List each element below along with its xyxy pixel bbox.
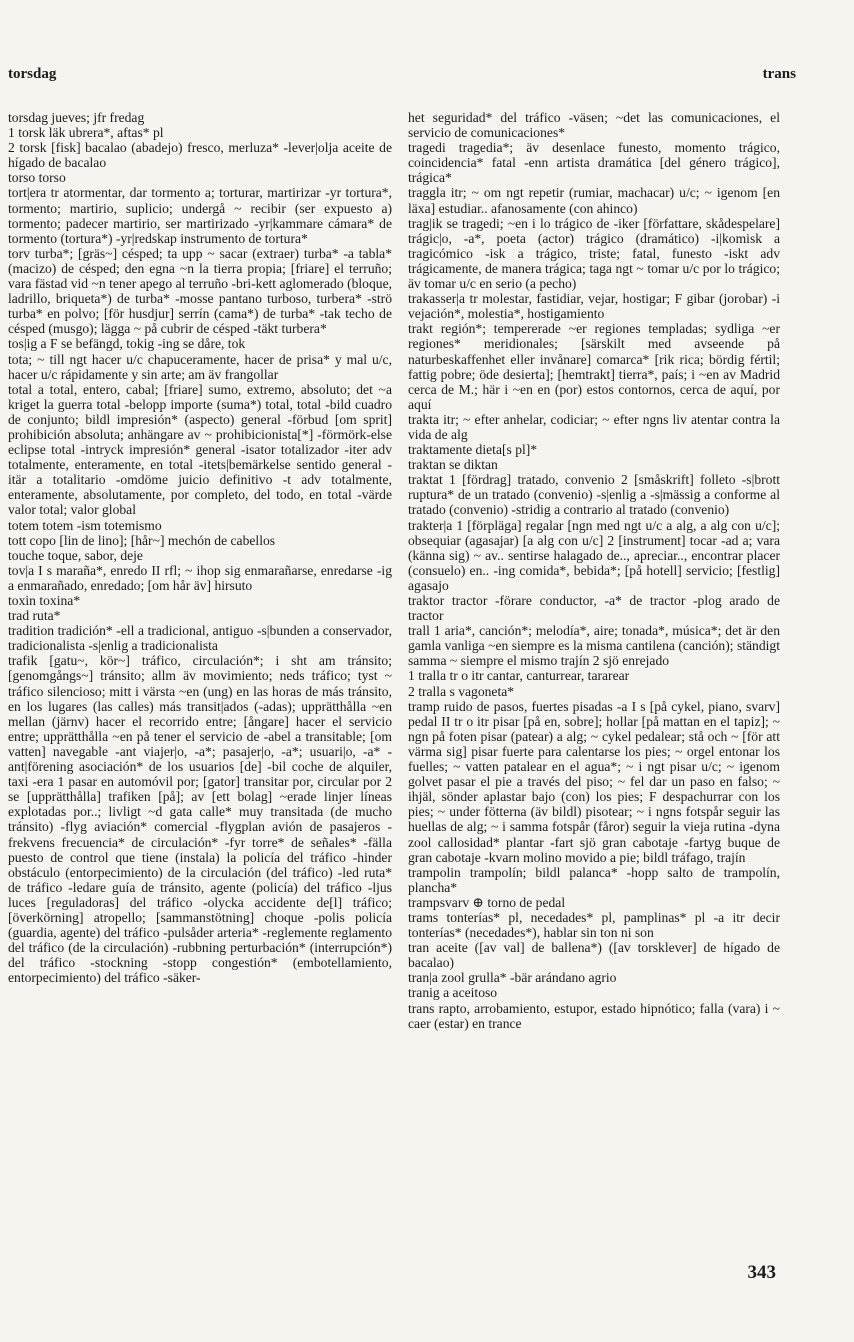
entry-trams: trams tonterías* pl, necedades* pl, pamplinas* pl -a itr decir tonterías* (necedades*), hablar sin ton ni son [408, 909, 780, 941]
entry-1-torsk: 1 torsk läk ubrera*, aftas* pl [8, 125, 164, 141]
entry-trakt: trakt región*; tempererade ~er regiones templadas; sydliga ~er regiones* meridionales; [särskilt med avseende på naturbeskaffenhet eller invånare] comarca* [rik rica; bördig fértil; fattig pobre; öde desierta]; [hemtrakt] tierra*, país; i ~en av Madrid cerca de M.; här i ~en en (por) estos contornos, cerca de aquí, por aquí [408, 321, 780, 412]
entry-tramp: tramp ruido de pasos, fuertes pisadas -a I s [på cykel, piano, svarv] pedal II tr o itr pisar [på en, sobre]; hollar [på mattan en el tapiz]; ~ ngn på foten pisar (patear) a alg; ~ cykel pedalear; stå och ~ [för att värma sig] pisar fuerte para calentarse los pies; ~ orgel entonar los fuelles; ~ vatten patalear en el agua*; ~ i ngt pisar u/c; ~ igenom golvet pasar el pie a través del piso; ~ fel dar un paso en falso; ~ ihjäl, sönder aplastar bajo (con) los pies; F despachurrar con los pies; ~ under fötterna (äv bildl) pisotear; ~ i ngns fotspår seguir las huellas de alg; ~ i samma fotspår (fåror) seguir la vieja rutina -dyna zool callosidad* plantar -fart sjö gran cabotaje -fartyg buque de gran cabotaje -kvarn molino movido a pie; bildl tráfago, trajín [408, 698, 780, 865]
entry-torv: torv turba*; [gräs~] césped; ta upp ~ sacar (extraer) turba* -a tabla* (macizo) de césped; den egna ~n la tierra propia; [friare] el terruño; vara fästad vid ~n tener apego al terruño -bri-kett aglomerado (bloque, ladrillo, briqueta*) de turba* -mosse pantano turboso, turbera* -strö turba* en polvo; [för husdjur] serrín (cama*) de turba* -tak techo de césped (musgo); lägga ~ på cubrir de césped -täkt turbera* [8, 245, 392, 337]
entry-2-torsk: 2 torsk [fisk] bacalao (abadejo) fresco, merluza* -lever|olja aceite de hígado de bacalao [8, 140, 392, 171]
entry-trafiksakerhet-cont: het seguridad* del tráfico -väsen; ~det las comunicaciones, el servicio de comunicaciones* [408, 110, 780, 141]
entry-toxin: toxin toxina* [8, 593, 81, 608]
entry-2-tralla: 2 tralla s vagoneta* [408, 683, 515, 699]
entry-touche: touche toque, sabor, deje [8, 547, 143, 563]
guideword-right: trans [762, 66, 796, 82]
entry-trana: tran|a zool grulla* -bär arándano agrio [408, 970, 617, 986]
entry-tosig: tos|ig a F se befängd, tokig -ing se dåre, tok [8, 336, 246, 352]
entry-tortera: tort|era tr atormentar, dar tormento a; torturar, martirizar -yr tortura*, tormento; martirio, suplicio; undergå ~ recibir (ser expuesto a) tormento; padecer martirio, ser martirizado -yr|kammare cámara* de tormento (tortura*) -yr|redskap instrumento de tortura* [8, 185, 392, 246]
guideword-left: torsdag [8, 66, 57, 82]
entry-traggla: traggla itr; ~ om ngt repetir (rumiar, machacar) u/c; ~ igenom [en läxa] estudiar.. afanosamente (con ahinco) [408, 185, 780, 216]
entry-tova: tov|a I s maraña*, enredo II rfl; ~ ihop sig enmarañarse, enredarse -ig a enmarañado, enredado; [om hår äv] hirsuto [8, 562, 392, 593]
entry-traktat: traktat 1 [fördrag] tratado, convenio 2 [småskrift] folleto -s|brott ruptura* de un tratado (convenio) -s|enlig a -s|mässig a conforme al tratado (convenio) -stridig a contrario al tratado (convenio) [408, 472, 780, 518]
entry-tota: tota; ~ till ngt hacer u/c chapuceramente, hacer de prisa* y mal u/c, hacer u/c rápidamente y sin arte; am äv frangollar [8, 351, 392, 382]
entry-traktor: traktor tractor -förare conductor, -a* de tractor -plog arado de tractor [408, 593, 780, 624]
entry-totem: totem totem -ism totemismo [8, 517, 162, 533]
entry-tradition: tradition tradición* -ell a tradicional, antiguo -s|bunden a conservador, tradicionalista -s|enlig a tradicionalista [8, 623, 392, 654]
entry-traktera: trakter|a 1 [förpläga] regalar [ngn med ngt u/c a alg, a alg con u/c]; obsequiar (agasajar) [a alg con u/c] 2 [instrument] tocar -ad a; vara (känna sig) ~ av.. sentirse halagado de.., apreciar.., encontrar placer (consuelo) en.. -ing comida*, bebida*; [på hotell] servicio; [festlig] agasajo [408, 517, 780, 593]
entry-trampolin: trampolin trampolín; bildl palanca* -hopp salto de trampolín, plancha* [408, 864, 780, 895]
entry-trad: trad ruta* [8, 608, 61, 624]
entry-torsdag: torsdag jueves; jfr fredag [8, 110, 145, 125]
entry-tranig: tranig a aceitoso [408, 985, 498, 1001]
entry-trakassera: trakasser|a tr molestar, fastidiar, vejar, hostigar; F gibar (jorobar) -i vejación*, molestia*, hostigamiento [408, 291, 780, 322]
page-number: 343 [747, 1262, 776, 1283]
entry-trafik: trafik [gatu~, kör~] tráfico, circulación*; i sht am tránsito; [genomgångs~] tránsito; allm äv movimiento; neds tráfico; tyst ~ tráfico silencioso; mitt i värsta ~en (ung) en las horas de más tránsito, en los lugares (las calles) más transit|ados (-adas); upprätthålla ~en mellan (järnv) hacer el recorrido entre; [ångare] hacer el servicio entre; upprätthålla ~en på tener el servicio de -abel a transitable; [om vatten] navegable -ant viajer|o, -a*; pasajer|o, -a*; usuari|o, -a* -ant|förening asociación* de los usuarios [de] -bil coche de alquiler, taxi -era 1 pasar en automóvil por; [gator] transitar por, circular por 2 se [upprätthålla] trafiken [på]; av [ett bolag] ~erade linjer líneas explotadas por..; livligt ~d gata calle* muy transitada (de mucho tránsito) -flyg aviación* comercial -flygplan avión de pasajeros -frekvens frecuencia* de circulación* -fyr torre* de señales* -fälla puesto de control que tiene (instala) la policía del tráfico -hinder obstáculo (entorpecimiento) de la circulación (del tráfico) -led ruta* de tráfico -ledare guía de tránsito, agente (policía) del tráfico -ljus luces [reguladoras] del tráfico -olycka accidente de[l] tráfico; [överkörning] atropello; [sammanstötning] choque -polis policía (guardia, agente) del tráfico -pulsåder arteria* -reglemente reglamento del tráfico (de la circulación) -rubbning perturbación* (interrupción*) del tráfico -stockning -stopp congestión* (embotellamiento, entorpecimiento) del tráfico -säker- [8, 653, 392, 986]
left-column [8, 110, 392, 985]
entry-tragedi: tragedi tragedia*; äv desenlace funesto, momento trágico, coincidencia* fatal -enn artista dramática [del género trágico], trágica* [408, 140, 780, 186]
entry-trampsvarv: trampsvarv ⊕ torno de pedal [408, 894, 566, 910]
entry-torso: torso torso [8, 170, 66, 186]
entry-tott: tott copo [lin de lino]; [hår~] mechón de cabellos [8, 532, 276, 548]
entry-traktan: traktan se diktan [408, 457, 498, 473]
entry-trakta: trakta itr; ~ efter anhelar, codiciar; ~ efter ngns liv atentar contra la vida de alg [408, 411, 780, 442]
entry-trans: trans rapto, arrobamiento, estupor, estado hipnótico; falla (vara) i ~ caer (estar) en trance [408, 1000, 780, 1031]
entry-trall: trall 1 aria*, canción*; melodía*, aire; tonada*, música*; det är den gamla vanliga ~en siempre es la misma cantilena (canción); ständigt samma ~ siempre el mismo trajín 2 sjö enrejado [408, 623, 780, 669]
right-column [408, 110, 780, 1031]
entry-1-tralla: 1 tralla tr o itr cantar, canturrear, tararear [408, 668, 630, 684]
entry-traktamente: traktamente dieta[s pl]* [408, 442, 538, 458]
entry-total: total a total, entero, cabal; [friare] sumo, extremo, absoluto; det ~a kriget la guerra total -belopp importe (suma*) total, total -bild cuadro de conjunto; bildl impresión* (aspecto) general -förbud [om sprit] prohibición absoluta; anhängare av ~ prohibicionista[*] -förmörk-else eclipse total -intryck impresión* general -isator totalizador -iter adv totalmente, enteramente, en total -itets|bemärkelse sentido general -itär a totalitario -omdöme juicio definitivo -t adv totalmente, enteramente, absolutamente, por completo, del todo, en total -värde valor total; valor global [8, 381, 392, 518]
entry-tran: tran aceite ([av val] de ballena*) ([av torsklever] de hígado de bacalao) [408, 940, 780, 971]
entry-tragik: trag|ik se tragedi; ~en i lo trágico de -iker [författare, skådespelare] trágic|o, -a*, poeta (actor) trágico (dramático) -i|komisk a tragicómico -isk a trágico, triste; fatal, funesto -iskt adv trágicamente, de manera trágica; taga ngt ~ tomar u/c por lo trágico; äv tomar u/c en serio (a pecho) [408, 215, 780, 292]
